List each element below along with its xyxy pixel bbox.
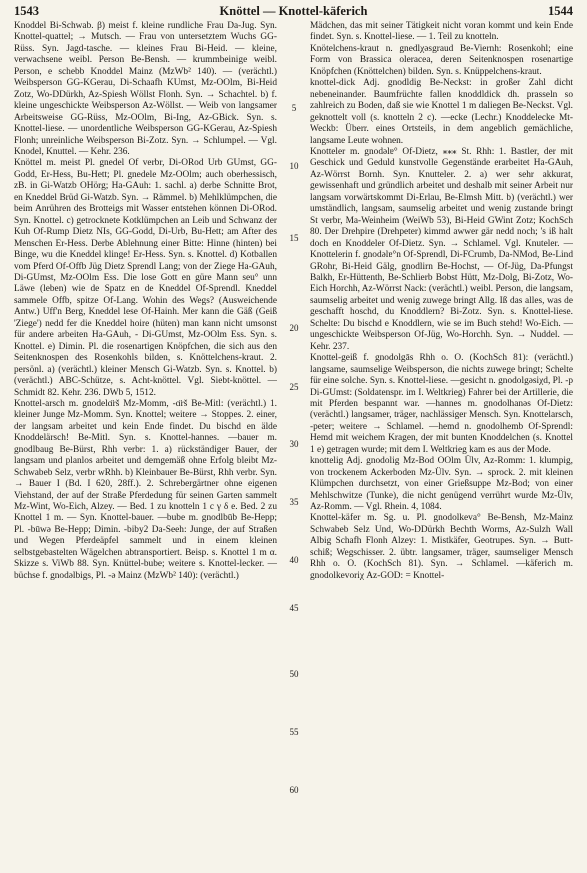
- entry-knottel-arsch: Knottel-arsch m. gnodelɑ̈rš Mz-Momm, -ɑ̈rš Be-Mitl: (verächtl.) 1. kleiner Junge Mz-Momm. Syn. Knottel; weitere → Stoppes. 2. einer, der langsam arbeitet und kein Ende findet. Du bischd en älde Knoddelärsch! Be-Mitl. Syn. s. Knottel-hannes. —bauer m. gnodlbaug Be-Bürst, Rhh verbr: 1. a) rückständiger Bauer, der langsam und planlos arbeitet und demgemäß ohne Erfolg bleibt Mz-Schwabeb Selz, verbr wRhh. b) Kleinbauer Be-Bürst, Rhh verbr. Syn. → Bauer I (Bd. I 620, 28ff.). 2. Schrebergärtner ohne eigenen Viehstand, der auf der Straße Pferdedung für seinen Garten sammelt Mz-Wint, Wo-Eich, Alzey. — Bed. 1 zu knotteln 1 c γ δ e. Bed. 2 zu Knottel 1 m. — Syn. Knottel-bauer. —bube m. gnodlbūb Be-Hepp; Pl. -būwə Be-Hepp; Dimin. -biby2 Da-Seeh: Junge, der auf Straßen und Wegen Pferdeäpfel sammelt und in einem kleinen selbstgebastelten Wägelchen abtransportiert. Beisp. s. Knottel 1 m α. Skizze s. ViWb 88. Syn. Knüttel-bube; weitere s. Knottel-lecker. —büchse f. gnodəlbigs, Pl. -ə Mainz (MzWb² 140): (verächtl.): [14, 398, 277, 581]
- line-number: 55: [289, 727, 299, 737]
- entry-knottel-geiss: Knottel-geiß f. gnodolgās Rhh o. O. (KochSch 81): (verächtl.) langsame, saumselige Weibsperson, die nichts zuwege bringt; Schelte für eine solche. Syn. s. Knottel-liese. —gesicht n. gnodolgəsiχd, Pl. -p Di-GUmst: (Soldatenspr. im I. Weltkrieg) Fahrer bei der Artillerie, die mit Pferden bespannt war. —hannes m. gnodolhanəs Of-Dietz: (verächtl.) langsamer, träger, nachlässiger Mensch. Syn. Knottelarsch, -peter; weitere → Schlamel. —hemd n. gnodolhemb Of-Sprendl: Hemd mit weichem Kragen, der mit bunten Knoddelchen (s. Knottel 1 e) getragen wurde; mit dem I. Weltkrieg kam es aus der Mode.: [310, 353, 573, 455]
- entry-knoetelchens-kraut: Knötelchens-kraut n. gnedlχəsgraud Be-Viernh: Rosenkohl; eine Form von Brassica oleracea, deren Seitenknospen rosenartige Knöpfchen (Knöttelchen) bilden. Syn. s. Knüppelchens-kraut.: [310, 43, 573, 77]
- page-header: [14, 4, 573, 20]
- running-title: Knöttel — Knottel-käferich: [219, 4, 368, 18]
- line-number: 20: [289, 323, 299, 333]
- entry-knottel-dick: knottel-dick Adj. gnodldig Be-Neckst: in großer Zahl dicht nebeneinander. Baumfrüchte fallen knoddldick dh. prasseln so zahlreich zu Boden, daß sie wie Knottel 1 m daliegen Be-Neckst. Vgl. geknottelt voll (s. knotteln 2 c). —ecke (Lechr.) Knoddelecke Mt-Weckb: Überr. eines Ortsteils, in dem angeblich gemächliche, langsame Leute wohnen.: [310, 78, 573, 146]
- entry-knottel-kaefer: Knottel-käfer m. Sg. u. Pl. gnodolkeva° Be-Bensh, Mz-Mainz Schwabeb Selz Und, Wo-DDürkh Bechth Worms, Az-Sulzh Wall Albig Schafh Flonh Alzey: 1. Mistkäfer, Geotrupes. Syn. → Butt-schiß; Wegschisser. 2. übtr. langsamer, träger, saumseliger Mensch Rhh o. O. (KochSch 81). Syn. → Schlamel. —käferich m. gnodolkevoriχ Az-GOD: = Knottel-: [310, 513, 573, 581]
- entry-knoettel: Knöttel m. meist Pl. gnedel Of verbr, Di-ORod Urb GUmst, GG-Godd, Er-Hess, Bu-Hett; Pl. gnedele Mz-OOlm; auch oberhessisch, zB. in Gi-Watzb OHörg; Ha-GAuh: 1. sachl. a) derbe Schnitte Brot, en Kneddel Brüd Gi-Watzb. Syn. → Rämmel. b) Mehlklümpchen, die beim Anrühren des Brotteigs mit Wasser entstehen können Di-ORod. Syn. Knottel. c) getrocknete Kotklümpchen an Leib und Schwanz der Kuh Of-Rump Dietz NIs, GG-Godd, Di-Urb, Bu-Hett; am After des Menschen Er-Hess. Derbe Ablehnung einer Bitte: Hinne (hinten) bei Binge, wu die Kneddel klinge! Er-Hess. Syn. s. Knottel. d) Kotballen vom Pferd Of-Offb Jüg Dietz Sprendl Lang; von der Ziege Ha-GAuh, Di-GUmst, Mz-OOlm Ess. Die lose Gott en güre Mann seu° unn Läwe (leben) wie de Spatz en de Kneddel Of-Sprendl. Kneddel sammele Offb, spitze Of-Lang. Wohin des Wegs? (Ausweichende Antw.) Uff'n Berg, Kneddel lese Of-Hainh. Mer kann die Gäß (Geiß 'Ziege') nedd fer die Kneddel hoire (hüten) man kann nicht umsonst für andere arbeiten Ha-GAuh, - Di-GUmst, Mz-OOlm Ess. Syn. s. Knottel. e) Dimin. Pl. die rosenartigen Knöpfchen, die sich aus den Seitenknospen des Rosenkohls bilden, s. Knöttelchens-kraut. 2. persönl. a) (verächtl.) kleiner Mensch Gi-Watzb. Syn. s. Knottel. b) (verächtl.) ABC-Schütze, s. Acht-knöttel. Vgl. Siebt-knöttel. — Schmidt 82. Kehr. 236. DWb 5, 1512.: [14, 158, 277, 398]
- line-number: 35: [289, 497, 299, 507]
- page-number-left: 1543: [14, 4, 39, 18]
- line-number: 30: [289, 439, 299, 449]
- line-number-gutter: [284, 21, 304, 871]
- line-number: 45: [289, 603, 299, 613]
- line-number: 25: [289, 382, 299, 392]
- line-number: 15: [289, 233, 299, 243]
- line-number: 40: [289, 555, 299, 565]
- entry-knottel-buechse-continuation: Mädchen, das mit seiner Tätigkeit nicht voran kommt und kein Ende findet. Syn. s. Knottel-liese. — 1. Teil zu knotteln.: [310, 21, 573, 43]
- line-number: 10: [289, 161, 299, 171]
- line-number: 50: [289, 669, 299, 679]
- entry-knoddel-continuation: Knoddel Bi-Schwab. β) meist f. kleine rundliche Frau Da-Jug. Syn. Knottel-quattel; → Mutsch. — Frau von untersetztem Wuchs GG-Rüss. Syn. Jagd-tasche. — kleines Frau Bi-Heid. — kleine, verwachsene weibl. Person Be-Bensh. — krummbeinige weibl. Person, e schebb Knoddel Mainz (MzWb² 140). — (verächtl.) Weibsperson GG-KGerau, Di-Schaafh KUmst, Mz-OOlm, Bi-Heid Zotz, Wo-DDürkh, Az-Spiesh Wöllst Flonh. Syn. → Schachtel. b) f. kleine ungeschickte Weibsperson Az-Wöllst. — Weib von langsamer Arbeitsweise GG-Rüss, Mz-OOlm, Bi-Ing, Az-GBick. Syn. s. Knottel-liese. — unordentliche Weibsperson GG-KGerau, Az-Spiesh Flonh; unreinliche Weibsperson Bi-Zotz. Syn. → Schlumpel. — Vgl. Knodel, Knuttel. — Kehr. 236.: [14, 21, 277, 157]
- line-number: 60: [289, 785, 299, 795]
- line-number: 5: [291, 103, 297, 113]
- entry-knottelig: knottelig Adj. gnodolig Mz-Bod OOlm Ülv, Az-Romm: 1. klumpig, von trockenem Ackerboden Mz-Ülv. Syn. → sprock. 2. mit kleinen Klümpchen durchsetzt, von einer Grießsuppe Mz-Bod; von einer Mehlschwitze (Tunke), die nicht genügend verrührt wurde Mz-Ülv, Az-Romm. — Vgl. Rhein. 4, 1084.: [310, 456, 573, 513]
- entry-knotteler: Knotteler m. gnodəlɐ° Of-Dietz, ⁎⁎⁎ St. Rhh: 1. Bastler, der mit Geschick und Geduld kunstvolle Gegenstände erarbeitet Ha-GAuh, Az-Wörrst Bornh. Syn. Knutteler. 2. a) wer sehr akkurat, gewissenhaft und gründlich arbeitet und deshalb mit seiner Arbeit nur langsam vorwärtskommt Di-Erlau, Be-Elmsh Mitt. b) (verächtl.) wer umständlich, langsam, saumselig arbeitet und wenig zustande bringt St verbr, Ma-Weinheim (WeiWb 53), Bi-Heid GWint Zotz; KochSch 80. Der Drehpire (Drehpeter) kimmd awwer gär nedd noch; 's iß halt doch en Knoddeler Of-Dietz. Syn. → Schlamel. Vgl. Knuteler. — Knottelerin f. gnodəlɐ°n Of-Sprendl, Di-FCrumb, Da-NMod, Be-Lind GRohr, Bi-Heid Gälg, gnodlirn Be-Hochst, — Of-Jüg, Da-Pfungst Balkh, Er-Hüttenth, Be-Schlierb Bobst Hütt, Mz-Dolg, Bi-Zotz, Wo-Eich Horchh, Az-Wörrst Nack: (verächtl.) weibl. Person, die langsam, saumselig arbeitet und wenig zuwege bringt Allg. Iß das alles, was de geschafft hoschd, du Knoddlern? Bi-Zotz. Syn. s. Knottel-liese. Schelte: Du bischd e Knoddlern, wie se im Buch stehd! Wo-Eich. — ungeschickte Weibsperson Of-Jüg, Wo-Horchh. Syn. → Nuddel. — Kehr. 237.: [310, 146, 573, 352]
- page-number-right: 1544: [548, 4, 573, 18]
- right-column: [310, 21, 573, 871]
- left-column: [14, 21, 277, 871]
